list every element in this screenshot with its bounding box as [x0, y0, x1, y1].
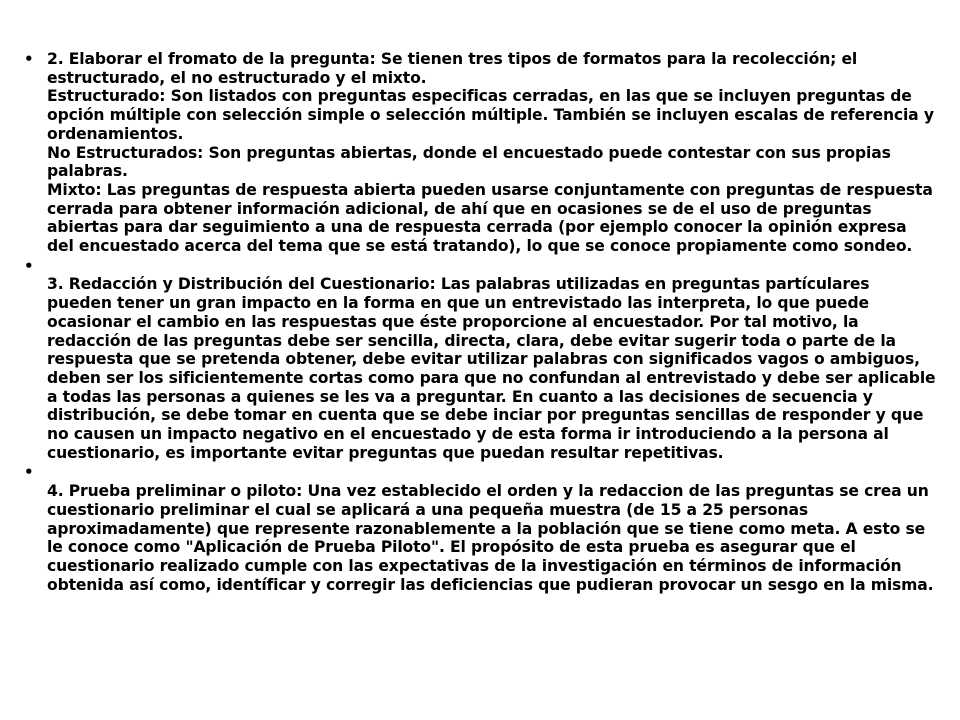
- paragraph-estructurado: Estructurado: Son listados con preguntas especificas cerradas, en las que se incluyen preguntas de opción múltiple con selección simple o selección múltiple. También se incluyen escalas de referencia y ordenamientos.: [47, 87, 934, 143]
- bullet-item-redaccion-cuestionario: [24, 257, 936, 463]
- paragraph-mixto: Mixto: Las preguntas de respuesta abierta pueden usarse conjuntamente con preguntas de respuesta cerrada para obtener información adicional, de ahí que en ocasiones se de el uso de preguntas abiertas para dar seguimiento a una de respuesta cerrada (por ejemplo conocer la opinión expresa del encuestado acerca del tema que se está tratando), lo que se conoce propiamente como sondeo.: [47, 180, 933, 256]
- paragraph-redaccion: 3. Redacción y Distribución del Cuestionario: Las palabras utilizadas en preguntas partículares pueden tener un gran impacto en la forma en que un entrevistado las interpreta, lo que puede ocasionar el cambio en las respuestas que éste proporcione al encuestador. Por tal motivo, la redacción de las preguntas debe ser sencilla, directa, clara, debe evitar sugerir toda o parte de la respuesta que se pretenda obtener, debe evitar utilizar palabras con significados vagos o ambiguos, deben ser los sificientemente cortas como para que no confundan al entrevistado y debe ser aplicable a todas las personas a quienes se les va a preguntar. En cuanto a las decisiones de secuencia y distribución, se debe tomar en cuenta que se debe inciar por preguntas sencillas de responder y que no causen un impacto negativo en el encuestado y de esta forma ir introduciendo a la persona al cuestionario, es importante evitar preguntas que puedan resultar repetitivas.: [47, 275, 936, 462]
- bullet-dot-icon: •: [24, 256, 34, 275]
- blank-line: [47, 463, 936, 482]
- paragraph-no-estructurados: No Estructurados: Son preguntas abiertas, donde el encuestado puede contestar con sus propias palabras.: [47, 143, 891, 181]
- bullet-item-formato-pregunta: [24, 50, 936, 256]
- bullet-item-prueba-piloto: [24, 463, 936, 594]
- bullet-dot-icon: •: [24, 463, 34, 482]
- blank-line: [47, 257, 936, 276]
- bullet-list: [24, 50, 936, 594]
- paragraph-formato-intro: 2. Elaborar el fromato de la pregunta: Se tienen tres tipos de formatos para la recolección; el estructurado, el no estructurado y el mixto.: [47, 50, 858, 87]
- paragraph-prueba-piloto: 4. Prueba preliminar o piloto: Una vez establecido el orden y la redaccion de las preguntas se crea un cuestionario preliminar el cual se aplicará a una pequeña muestra (de 15 a 25 personas aproximadamente) que represente razonablemente a la población que se tiene como meta. A esto se le conoce como "Aplicación de Prueba Piloto". El propósito de esta prueba es asegurar que el cuestionario realizado cumple con las expectativas de la investigación en términos de información obtenida así como, identíficar y corregir las deficiencias que pudieran provocar un sesgo en la misma.: [47, 482, 934, 594]
- bullet-dot-icon: •: [24, 50, 34, 68]
